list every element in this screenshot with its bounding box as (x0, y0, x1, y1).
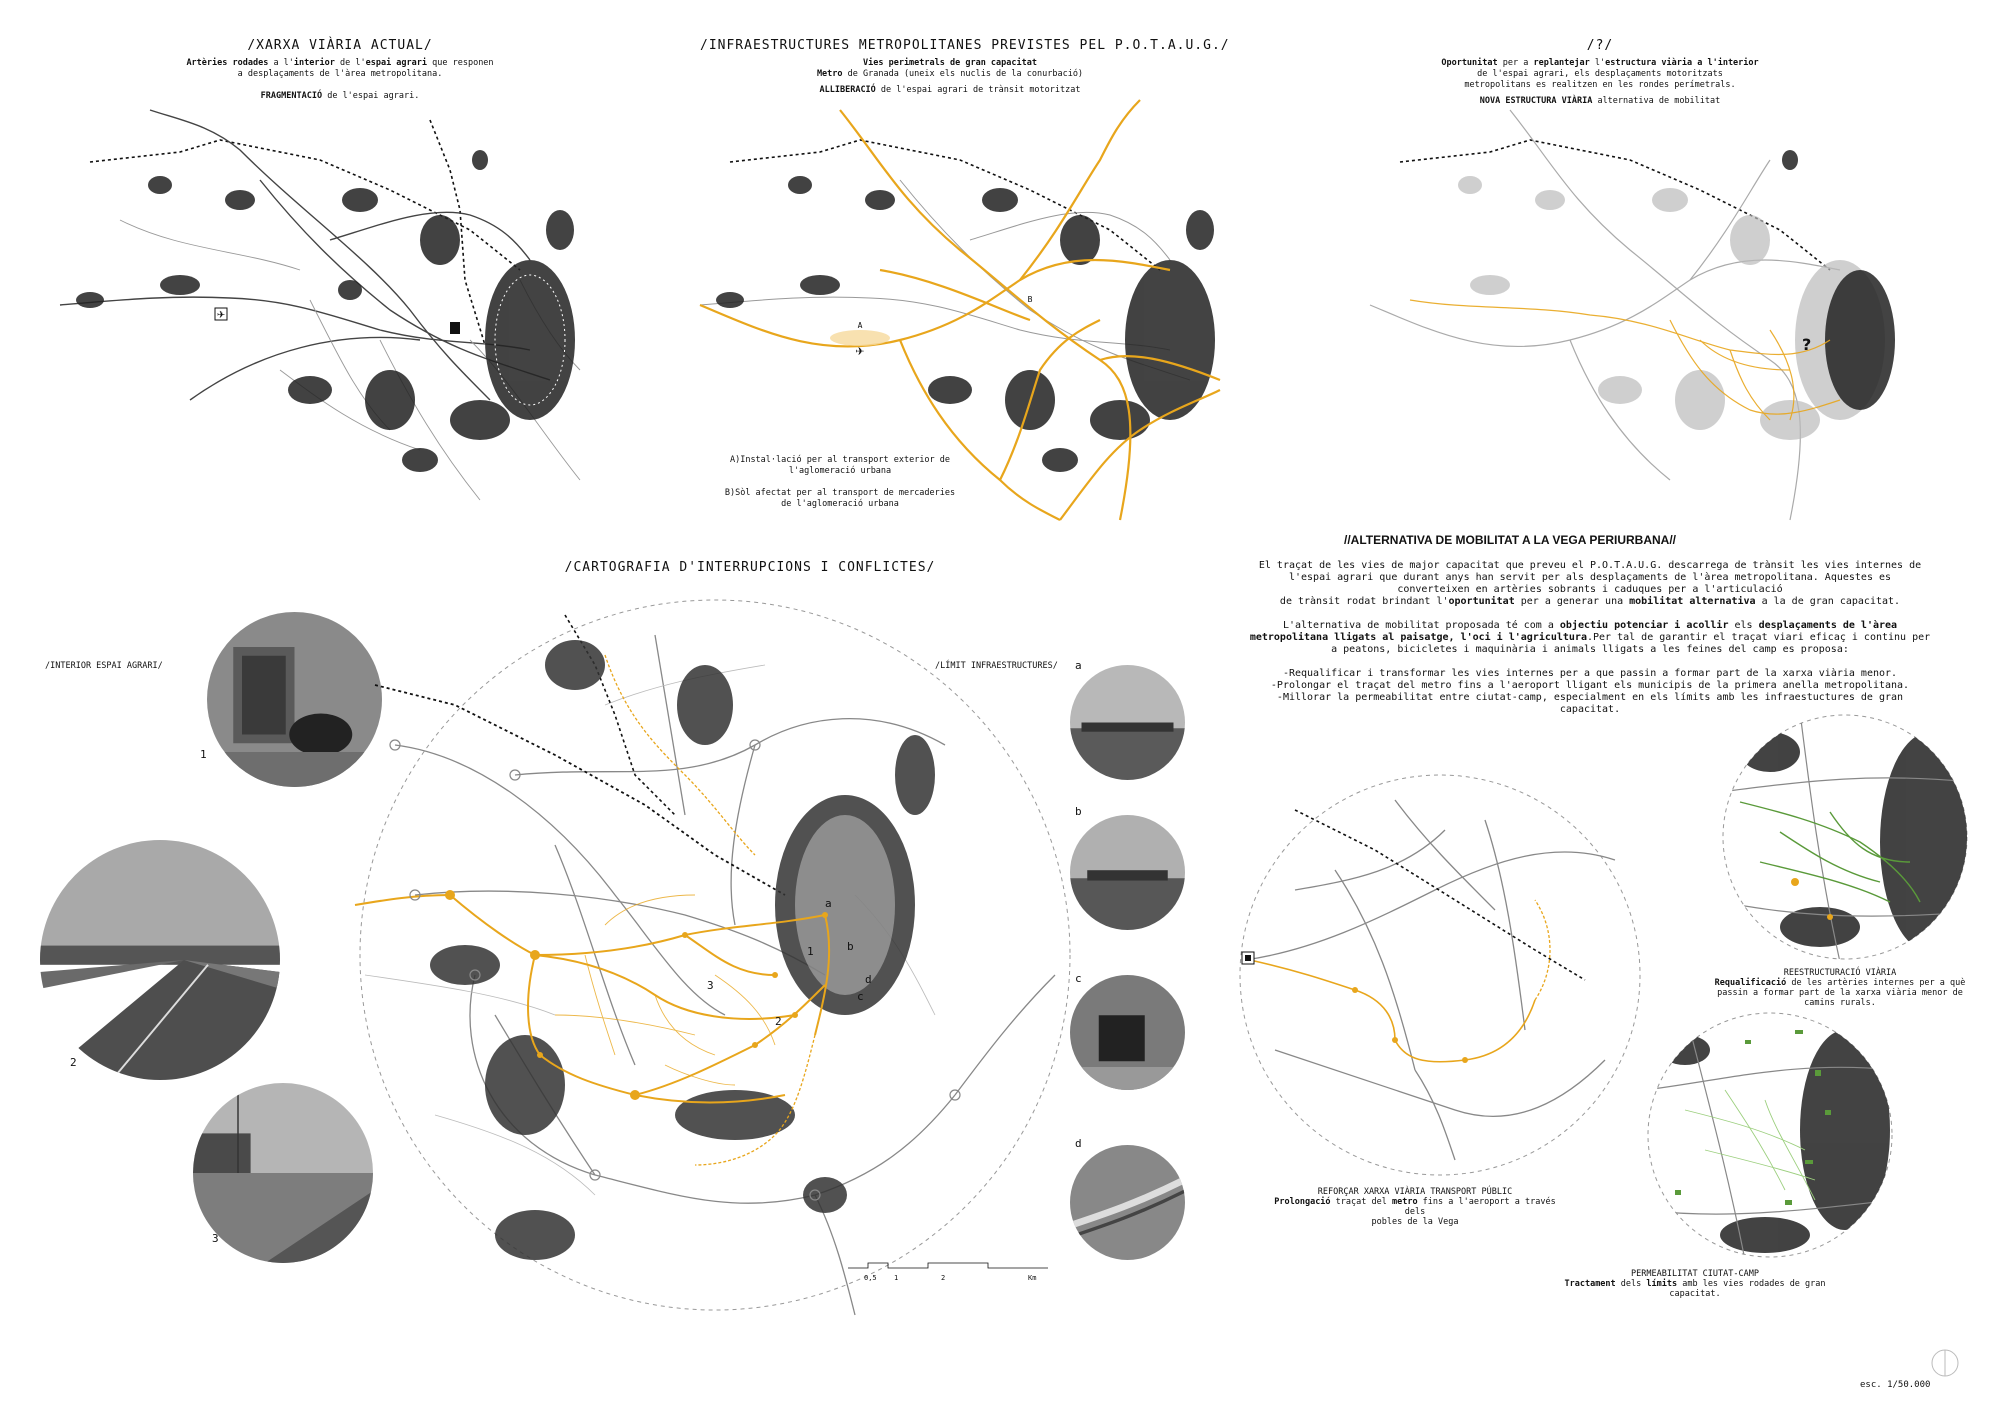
photo-1-num: 1 (200, 748, 207, 761)
scale-05: 0,5 (864, 1274, 877, 1282)
photo-b-label: b (1075, 805, 1082, 818)
p3-line3: metropolitans es realitzen en les rondes perímetrals. (1464, 80, 1736, 90)
transport-t1: traçat del (1330, 1197, 1392, 1207)
p1-b1: Artèries rodades (186, 58, 269, 68)
transport-map (1235, 770, 1645, 1180)
alt-bullet3b: capacitat. (1559, 704, 1621, 715)
panel2-title: /INFRAESTRUCTURES METROPOLITANES PREVISTES PEL P.O.T.A.U.G./ (700, 38, 1230, 53)
photo-d (1070, 1145, 1185, 1260)
limit-label: /LÍMIT INFRAESTRUCTURES/ (935, 661, 1058, 671)
alt-p2-l1-b2: desplaçaments de l'àrea (1758, 620, 1898, 631)
alt-bullet3a: -Millorar la permeabilitat entre ciutat-camp, especialment en els límits amb les infraestuctures de gran (1276, 692, 1904, 703)
p3-line2: de l'espai agrari, els desplaçaments motoritzats (1477, 69, 1723, 79)
alt-p1-l4-b1: oportunitat (1448, 596, 1515, 607)
panel2-subtitle (750, 58, 1150, 96)
p2-line3-t: de l'espai agrari de trànsit motoritzat (875, 85, 1081, 95)
svg-text:✈: ✈ (216, 310, 226, 321)
restruct-l3: camins rurals. (1804, 998, 1876, 1008)
alt-p2-l1-t2: els (1728, 620, 1759, 631)
restructuring-map (1720, 712, 1970, 962)
map-label-c: c (857, 990, 864, 1003)
p1-line2: a desplaçaments de l'àrea metropolitana. (237, 69, 443, 79)
transport-b1: Prolongació (1274, 1197, 1331, 1207)
cartography-title: /CARTOGRAFIA D'INTERRUPCIONS I CONFLICTES/ (564, 560, 936, 575)
p3-b3: estructura viària a l'interior (1605, 58, 1759, 68)
panel3-title: /?/ (1586, 38, 1614, 53)
alt-bullet2: -Prolongar el traçat del metro fins a l'aeroport lligant els municipis de la primera anella metropolitana. (1270, 680, 1910, 691)
alt-p1-l4-t1: de trànsit rodat brindant l' (1279, 596, 1449, 607)
alt-p1-l2: l'espai agrari que durant anys han servit per als desplaçaments de l'àrea metropolitana. Aquestes es (1288, 572, 1892, 583)
panel3-qmark: ? (1802, 335, 1812, 354)
alternative-title: //ALTERNATIVA DE MOBILITAT A LA VEGA PERIURBANA// (1344, 533, 1676, 547)
svg-text:✈: ✈ (855, 345, 865, 358)
alt-p2-l2-b1: metropolitana lligats al paisatge, l'oci i l'agricultura (1249, 632, 1587, 643)
map-label-d: d (865, 973, 872, 986)
transport-caption (1265, 1187, 1565, 1227)
marker-b: B (1027, 295, 1033, 304)
map-label-2: 2 (775, 1015, 782, 1028)
alt-p2-l2-t1: .Per tal de garantir el traçat viari eficaç i continu per (1586, 632, 1931, 643)
north-arrow-icon (1930, 1348, 1960, 1378)
transport-t2: fins a l'aeroport a través dels (1404, 1197, 1556, 1217)
transport-b2: metro (1391, 1197, 1418, 1207)
note-b2: de l'aglomeració urbana (781, 499, 899, 509)
p1-t3: que responen (427, 58, 494, 68)
photo-3 (193, 1083, 373, 1263)
scale-bar (848, 1258, 1048, 1288)
map-label-1: 1 (807, 945, 814, 958)
p3-line4-t: alternativa de mobilitat (1592, 96, 1721, 106)
panel1-subtitle (140, 58, 540, 102)
alt-bullet1: -Requalificar i transformar les vies internes per a que passin a formar part de la xarxa viària menor. (1282, 668, 1898, 679)
panel3-map (1370, 100, 1950, 520)
alternative-text (1240, 560, 1940, 716)
photo-2 (40, 840, 280, 1080)
scale-2: 2 (941, 1274, 946, 1282)
scale-km: Km (1028, 1274, 1037, 1282)
photo-c-label: c (1075, 972, 1082, 985)
alt-p2-l1-t1: L'alternativa de mobilitat proposada té com a (1282, 620, 1560, 631)
p2-line2-t: de Granada (uneix els nuclis de la conurbació) (842, 69, 1084, 79)
p3-t1: per a (1497, 58, 1534, 68)
photo-a (1070, 665, 1185, 780)
map-label-b: b (847, 940, 854, 953)
alt-p1-l4-b2: mobilitat alternativa (1629, 596, 1756, 607)
restructuring-caption (1690, 968, 1990, 1008)
map-label-a: a (825, 897, 832, 910)
panel1-map (60, 100, 650, 520)
p3-line4-b: NOVA ESTRUCTURA VIÀRIA (1479, 96, 1593, 106)
cartography-map (355, 595, 1075, 1315)
panel2-notes (710, 455, 970, 510)
transport-l3: pobles de la Vega (1371, 1217, 1459, 1227)
p3-b1: Oportunitat (1441, 58, 1498, 68)
photo-d-label: d (1075, 1137, 1082, 1150)
restruct-b: Requalificació (1714, 978, 1787, 988)
p3-t2: l' (1589, 58, 1606, 68)
interior-label: /INTERIOR ESPAI AGRARI/ (45, 661, 163, 671)
perm-title: PERMEABILITAT CIUTAT-CAMP (1631, 1269, 1759, 1279)
note-a2: l'aglomeració urbana (788, 466, 892, 476)
restruct-t: de les artèries internes per a què (1786, 978, 1966, 988)
p1-t1: a l' (268, 58, 294, 68)
perm-t1: dels (1615, 1279, 1647, 1289)
p2-line1: Vies perimetrals de gran capacitat (863, 58, 1037, 68)
scale-1: 1 (894, 1274, 899, 1282)
p1-line3-t: de l'espai agrari. (322, 91, 420, 101)
transport-title: REFORÇAR XARXA VIÀRIA TRANSPORT PÚBLIC (1317, 1187, 1513, 1197)
p2-line3-b: ALLIBERACIÓ (819, 85, 876, 95)
restruct-title: REESTRUCTURACIÓ VIÀRIA (1783, 968, 1897, 978)
p2-line2-b: Metro (816, 69, 843, 79)
scale-text: esc. 1/50.000 (1860, 1380, 1931, 1390)
map-label-3: 3 (707, 979, 714, 992)
permeability-map (1645, 1010, 1895, 1260)
p1-b2: interior (293, 58, 335, 68)
photo-2-num: 2 (70, 1056, 77, 1069)
alt-p1-l4-t2: per a generar una (1514, 596, 1630, 607)
photo-a-label: a (1075, 659, 1082, 672)
note-b1: B)Sòl afectat per al transport de mercaderies (724, 488, 956, 498)
p3-b2: replantejar (1533, 58, 1590, 68)
permeability-caption (1545, 1269, 1845, 1299)
p1-line3-b: FRAGMENTACIÓ (260, 91, 323, 101)
alt-p1-l3: converteixen en artèries sobrants i caduques per a l'articulació (1397, 584, 1783, 595)
marker-a: A (857, 321, 863, 330)
perm-b2: límits (1646, 1279, 1678, 1289)
alt-p1-l4-t3: a la de gran capacitat. (1755, 596, 1901, 607)
alt-p1-l1: El traçat de les vies de major capacitat que preveu el P.O.T.A.U.G. descarrega de trànsit les vies internes de (1258, 560, 1922, 571)
photo-b (1070, 815, 1185, 930)
p1-b3: espai agrari (365, 58, 428, 68)
panel1-title: /XARXA VIÀRIA ACTUAL/ (247, 38, 433, 53)
p1-t2: de l' (334, 58, 366, 68)
alt-p2-l3: a peatons, bicicletes i maquinària i animals lligats a les feines del camp es proposa: (1331, 644, 1849, 655)
alt-p2-l1-b1: objectiu potenciar i acollir (1559, 620, 1729, 631)
photo-c (1070, 975, 1185, 1090)
restruct-l2: passin a formar part de la xarxa viària menor de (1717, 988, 1963, 998)
perm-b1: Tractament (1564, 1279, 1616, 1289)
perm-t2: amb les vies rodades de gran capacitat. (1669, 1279, 1826, 1299)
photo-3-num: 3 (212, 1232, 219, 1245)
note-a1: A)Instal·lació per al transport exterior de (729, 455, 951, 465)
